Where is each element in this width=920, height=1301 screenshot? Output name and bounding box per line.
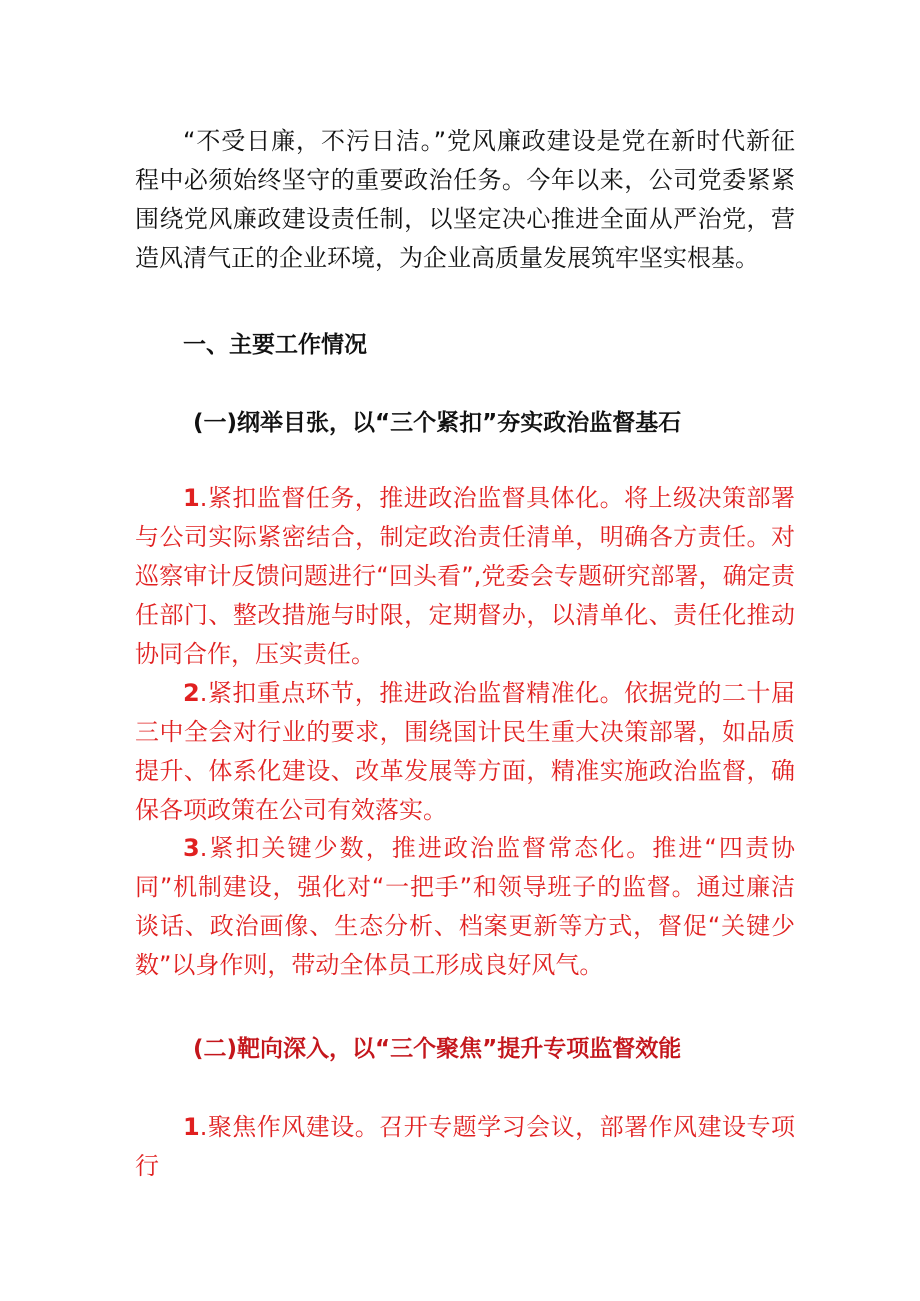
item-number: 1 bbox=[183, 484, 200, 512]
subsection-2-item-1 bbox=[135, 1108, 795, 1186]
subsection-1-item-3 bbox=[135, 829, 795, 985]
subsection-2-title: (二)靶向深入，以“三个聚焦”提升专项监督效能 bbox=[193, 1036, 682, 1062]
item-text: .紧扣监督任务，推进政治监督具体化。将上级决策部署与公司实际紧密结合，制定政治责任清单，明确各方责任。对巡察审计反馈问题进行“回头看”,党委会专题研究部署，确定责任部门、整改措施与时限，定期督办，以清单化、责任化推动协同合作，压实责任。 bbox=[135, 484, 795, 668]
item-text: .紧扣关键少数，推进政治监督常态化。推进“四责协同”机制建设，强化对“一把手”和领导班子的监督。通过廉洁谈话、政治画像、生态分析、档案更新等方式，督促“关键少数”以身作则，带动全体员工形成良好风气。 bbox=[135, 834, 795, 979]
subsection-1-item-2 bbox=[135, 674, 795, 830]
item-number: 3 bbox=[183, 834, 200, 862]
intro-paragraph: “不受日廉，不污日洁。”党风廉政建设是党在新时代新征程中必须始终坚守的重要政治任务。今年以来，公司党委紧紧围绕党风廉政建设责任制，以坚定决心推进全面从严治党，营造风清气正的企业环境，为企业高质量发展筑牢坚实根基。 bbox=[135, 127, 795, 272]
item-number: 1 bbox=[183, 1113, 200, 1141]
subsection-1-title: (一)纲举目张，以“三个紧扣”夯实政治监督基石 bbox=[193, 410, 682, 436]
item-text: .聚焦作风建设。召开专题学习会议，部署作风建设专项行 bbox=[135, 1113, 795, 1180]
section-title: 一、主要工作情况 bbox=[183, 332, 367, 358]
item-number: 2 bbox=[183, 679, 200, 707]
subsection-1-item-1 bbox=[135, 479, 795, 674]
item-text: .紧扣重点环节，推进政治监督精准化。依据党的二十届三中全会对行业的要求，围绕国计民生重大决策部署，如品质提升、体系化建设、改革发展等方面，精准实施政治监督，确保各项政策在公司有效落实。 bbox=[135, 679, 795, 824]
